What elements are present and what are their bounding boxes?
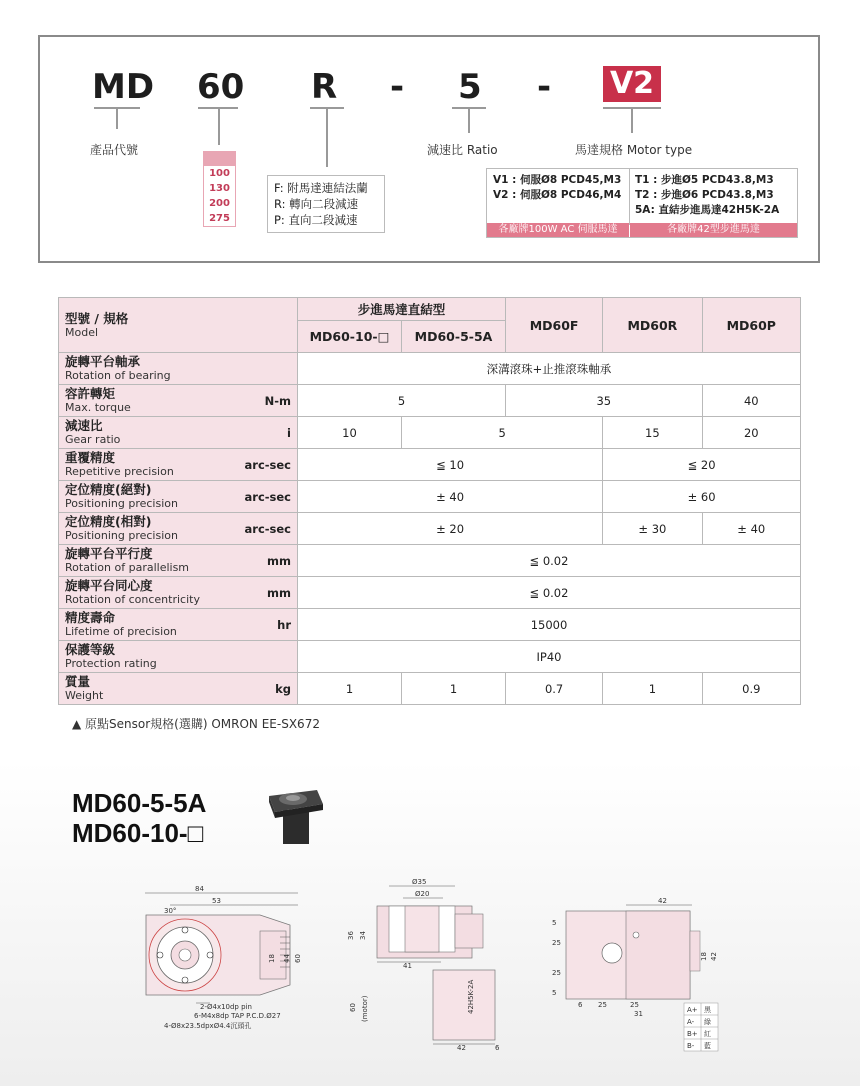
row-value: 10 xyxy=(298,417,402,449)
dim-6: 6 xyxy=(495,1044,500,1052)
table-row xyxy=(59,577,801,609)
table-row xyxy=(59,449,801,481)
table-row xyxy=(59,481,801,513)
dim-r5b: 5 xyxy=(552,989,557,997)
row-label: 質量 Weight xyxy=(59,673,230,705)
code-tick-5 xyxy=(631,107,633,133)
label-motor: 馬達規格 Motor type xyxy=(575,143,693,157)
row-unit: arc-sec xyxy=(229,449,298,481)
table-row xyxy=(59,609,801,641)
dim-84: 84 xyxy=(195,885,204,893)
table-header-row xyxy=(59,298,801,321)
table-row xyxy=(59,513,801,545)
row-value: ± 30 xyxy=(603,513,702,545)
wire-color: 藍 xyxy=(704,1042,711,1050)
motor-options xyxy=(486,168,798,238)
table-row xyxy=(59,673,801,705)
wire-pin: B+ xyxy=(687,1030,698,1038)
row-value: 5 xyxy=(402,417,603,449)
header-md60-10: MD60-10-□ xyxy=(298,321,402,353)
row-value: 1 xyxy=(298,673,402,705)
row-label: 重覆精度 Repetitive precision xyxy=(59,449,230,481)
motor-footer-stepper: 各廠牌42型步進馬達 xyxy=(630,223,797,237)
code-dash-2: - xyxy=(537,67,552,107)
code-dash-1: - xyxy=(390,67,405,107)
row-label: 精度壽命 Lifetime of precision xyxy=(59,609,230,641)
size-option: 275 xyxy=(209,213,230,224)
row-value: ± 40 xyxy=(702,513,800,545)
drawing-top-view xyxy=(140,885,310,1035)
code-type: R xyxy=(311,67,338,107)
type-option: F: 附馬達連結法蘭 xyxy=(274,181,368,195)
spec-table xyxy=(58,297,801,705)
model-code-box xyxy=(38,35,820,263)
motor-option: T2 : 步進Ø6 PCD43.8,M3 xyxy=(635,189,774,201)
row-unit: arc-sec xyxy=(229,513,298,545)
row-label: 定位精度(絕對) Positioning precision xyxy=(59,481,230,513)
table-row xyxy=(59,353,801,385)
size-options-header xyxy=(204,152,235,166)
code-tick-2 xyxy=(218,107,220,145)
wire-pin: B- xyxy=(687,1042,695,1050)
type-option: P: 直向二段減速 xyxy=(274,213,358,227)
dim-42: 42 xyxy=(457,1044,466,1052)
note-pin: 2-Ø4x10dp pin xyxy=(200,1003,252,1011)
dim-44: 44 xyxy=(283,954,291,963)
dim-r25a: 25 xyxy=(552,939,561,947)
note-tap: 6-M4x8dp TAP P.C.D.Ø27 xyxy=(194,1012,281,1020)
table-row xyxy=(59,385,801,417)
dim-53: 53 xyxy=(212,897,221,905)
header-md60p: MD60P xyxy=(702,298,800,353)
motor-servo-list xyxy=(493,173,621,203)
motor-name: 42H5K-2A xyxy=(467,979,475,1014)
dim-r6: 6 xyxy=(578,1001,583,1009)
motor-stepper-list xyxy=(635,173,779,218)
label-model: 產品代號 xyxy=(90,143,139,157)
dim-r42b: 42 xyxy=(710,952,718,961)
dim-r18: 18 xyxy=(700,952,708,961)
row-value: ≦ 0.02 xyxy=(298,577,801,609)
product-title-2: MD60-10-□ xyxy=(72,818,204,848)
sensor-note: ▲ 原點Sensor規格(選購) OMRON EE-SX672 xyxy=(72,717,320,731)
drawing-side-view xyxy=(345,878,510,1053)
code-tick-3 xyxy=(326,107,328,167)
row-unit: kg xyxy=(229,673,298,705)
table-row xyxy=(59,417,801,449)
row-label: 旋轉平台同心度 Rotation of concentricity xyxy=(59,577,230,609)
label-ratio: 減速比 Ratio xyxy=(427,143,498,157)
header-md60f: MD60F xyxy=(506,298,603,353)
code-series: MD xyxy=(92,67,155,107)
row-value: ± 20 xyxy=(298,513,603,545)
row-value: 1 xyxy=(402,673,506,705)
code-size: 60 xyxy=(197,67,245,107)
row-unit: mm xyxy=(229,577,298,609)
row-label: 旋轉平台平行度 Rotation of parallelism xyxy=(59,545,230,577)
row-value: ≦ 20 xyxy=(603,449,801,481)
motor-option: V1 : 伺服Ø8 PCD45,M3 xyxy=(493,174,622,186)
header-group: 步進馬達直結型 xyxy=(298,298,506,321)
row-value: ≦ 0.02 xyxy=(298,545,801,577)
product-photo xyxy=(265,782,325,847)
dim-phi20: Ø20 xyxy=(415,890,430,898)
type-options xyxy=(267,175,385,233)
dim-r25b: 25 xyxy=(552,969,561,977)
header-model-zh: 型號 / 規格 xyxy=(65,310,129,326)
row-unit: arc-sec xyxy=(229,481,298,513)
motor-footer-servo: 各廠牌100W AC 伺服馬達 xyxy=(487,223,629,237)
row-value: 0.7 xyxy=(506,673,603,705)
size-option: 100 xyxy=(209,168,230,179)
dim-30deg: 30° xyxy=(164,907,177,915)
wire-pin: A- xyxy=(687,1018,695,1026)
drawing-bottom-view xyxy=(552,895,722,1055)
table-row xyxy=(59,545,801,577)
row-unit xyxy=(229,641,298,673)
dim-motor-label: (motor) xyxy=(361,995,369,1022)
dim-r5a: 5 xyxy=(552,919,557,927)
row-unit: N-m xyxy=(229,385,298,417)
dim-phi35: Ø35 xyxy=(412,878,427,886)
wire-color: 綠 xyxy=(704,1018,711,1026)
row-value: 15 xyxy=(603,417,702,449)
row-value: 1 xyxy=(603,673,702,705)
row-value: 深溝滾珠+止推滾珠軸承 xyxy=(298,353,801,385)
row-value: 40 xyxy=(702,385,800,417)
wire-color: 黑 xyxy=(704,1006,711,1014)
row-unit: mm xyxy=(229,545,298,577)
code-tick-4 xyxy=(468,107,470,133)
dim-18: 18 xyxy=(268,954,276,963)
dim-r31: 31 xyxy=(634,1010,643,1018)
row-value: ± 60 xyxy=(603,481,801,513)
note-counterbore: 4-Ø8x23.5dpxØ4.4沉頭孔 xyxy=(164,1022,252,1030)
code-ratio: 5 xyxy=(458,67,482,107)
row-value: 15000 xyxy=(298,609,801,641)
motor-option: 5A: 直結步進馬達42H5K-2A xyxy=(635,204,780,216)
header-md60-5-5a: MD60-5-5A xyxy=(402,321,506,353)
code-motor-badge: V2 xyxy=(603,66,661,102)
row-label: 容許轉矩 Max. torque xyxy=(59,385,230,417)
dim-36: 36 xyxy=(347,931,355,940)
row-unit xyxy=(229,353,298,385)
row-value: IP40 xyxy=(298,641,801,673)
motor-option: V2 : 伺服Ø8 PCD46,M4 xyxy=(493,189,622,201)
product-title-1: MD60-5-5A xyxy=(72,788,207,818)
size-option: 130 xyxy=(209,183,230,194)
dim-34: 34 xyxy=(359,931,367,940)
row-value: ± 40 xyxy=(298,481,603,513)
row-value: 35 xyxy=(506,385,703,417)
size-options xyxy=(203,151,236,227)
row-value: 20 xyxy=(702,417,800,449)
dim-60: 60 xyxy=(294,954,302,963)
row-label: 保護等級 Protection rating xyxy=(59,641,230,673)
dim-r25c: 25 xyxy=(598,1001,607,1009)
row-label: 定位精度(相對) Positioning precision xyxy=(59,513,230,545)
dim-60-motor: 60 xyxy=(349,1003,357,1012)
wire-pin: A+ xyxy=(687,1006,698,1014)
row-unit: i xyxy=(229,417,298,449)
size-option: 200 xyxy=(209,198,230,209)
row-label: 減速比 Gear ratio xyxy=(59,417,230,449)
row-unit: hr xyxy=(229,609,298,641)
row-value: ≦ 10 xyxy=(298,449,603,481)
motor-divider xyxy=(629,169,630,225)
header-md60r: MD60R xyxy=(603,298,702,353)
table-row xyxy=(59,641,801,673)
type-option: R: 轉向二段減速 xyxy=(274,197,359,211)
row-label: 旋轉平台軸承 Rotation of bearing xyxy=(59,353,230,385)
dim-r42: 42 xyxy=(658,897,667,905)
header-model-cell xyxy=(59,298,298,353)
wire-color: 紅 xyxy=(704,1030,711,1038)
code-tick-1 xyxy=(116,107,118,129)
row-value: 5 xyxy=(298,385,506,417)
dim-41: 41 xyxy=(403,962,412,970)
dim-r25d: 25 xyxy=(630,1001,639,1009)
row-value: 0.9 xyxy=(702,673,800,705)
wire-table xyxy=(684,1003,718,1051)
header-model-en: Model xyxy=(65,325,99,339)
motor-option: T1 : 步進Ø5 PCD43.8,M3 xyxy=(635,174,774,186)
